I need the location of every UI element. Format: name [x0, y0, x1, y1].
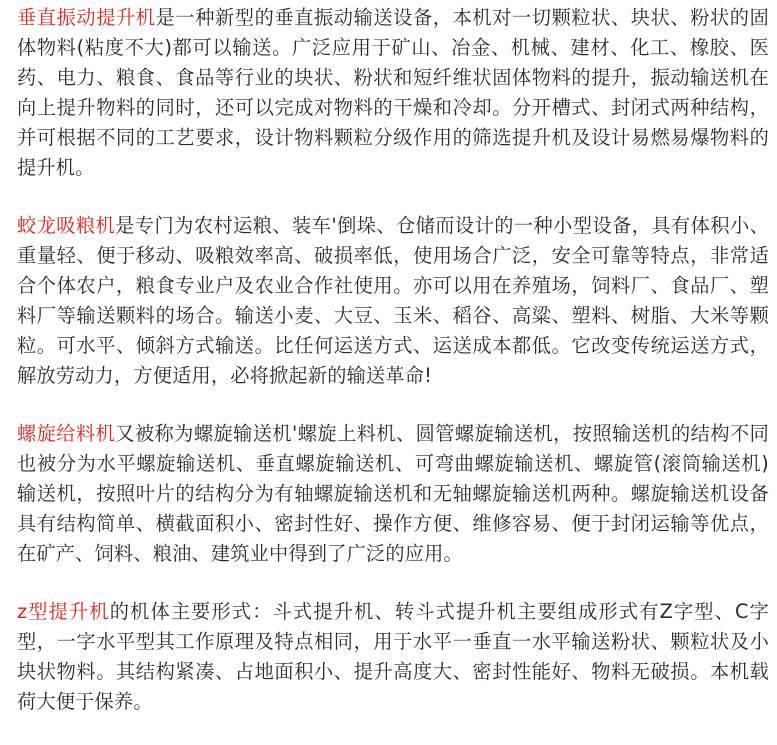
term-auger-grain-suction: 蛟龙吸粮机 [17, 214, 116, 237]
term-z-type-elevator: z型提升机 [17, 600, 110, 623]
term-vertical-vibrating-elevator: 垂直振动提升机 [17, 6, 156, 29]
paragraph-z-type-elevator [17, 597, 769, 717]
paragraph-text: 又被称为螺旋输送机'螺旋上料机、圆管螺旋输送机，按照输送机的结构不同也被分为水平螺旋输送机、垂直螺旋输送机、可弯曲螺旋输送机、螺旋管(滚筒输送机)输送机，按照叶片的结构分为有轴螺旋输送机和无轴螺旋输送机两种。螺旋输送机设备具有结构简单、横截面积小、密封性好、操作方便、维修容易、便于封闭运输等优点，在矿产、饲料、粮油、建筑业中得到了广泛的应用。 [17, 422, 770, 565]
article-body [17, 3, 769, 745]
paragraph-text: 是专门为农村运粮、装车'倒垛、仓储而设计的一种小型设备，具有体积小、重量轻、便于移动、吸粮效率高、破损率低，使用场合广泛，安全可靠等特点，非常适合个体农户，粮食专业户及农业合作社使用。亦可以用在养殖场，饲料厂、食品厂、塑料厂等输送颗料的场合。输送小麦、大豆、玉米、稻谷、高粱、塑料、树脂、大米等颗粒。可水平、倾斜方式输送。比任何运送方式、运送成本都低。它改变传统运送方式，解放劳动力，方便适用，必将掀起新的输送革命! [17, 214, 770, 387]
paragraph-screw-feeder [17, 419, 769, 569]
paragraph-auger-grain-suction [17, 211, 769, 391]
term-screw-feeder: 螺旋给料机 [17, 422, 116, 445]
paragraph-vertical-vibrating-elevator [17, 3, 769, 183]
paragraph-text: 的机体主要形式：斗式提升机、转斗式提升机主要组成形式有Z字型、C字型，一字水平型其工作原理及特点相同，用于水平一垂直一水平输送粉状、颗粒状及小块状物料。其结构紧凑、占地面积小、提升高度大、密封性能好、物料无破损。本机载荷大便于保养。 [17, 600, 769, 713]
paragraph-text: 是一种新型的垂直振动输送设备，本机对一切颗粒状、块状、粉状的固体物料(粘度不大)都可以输送。广泛应用于矿山、冶金、机械、建材、化工、橡胶、医药、电力、粮食、食品等行业的块状、粉状和短纤维状固体物料的提升，振动输送机在向上提升物料的同时，还可以完成对物料的干燥和冷却。分开槽式、封闭式两种结构，并可根据不同的工艺要求，设计物料颗粒分级作用的筛选提升机及设计易燃易爆物料的提升机。 [17, 6, 769, 179]
